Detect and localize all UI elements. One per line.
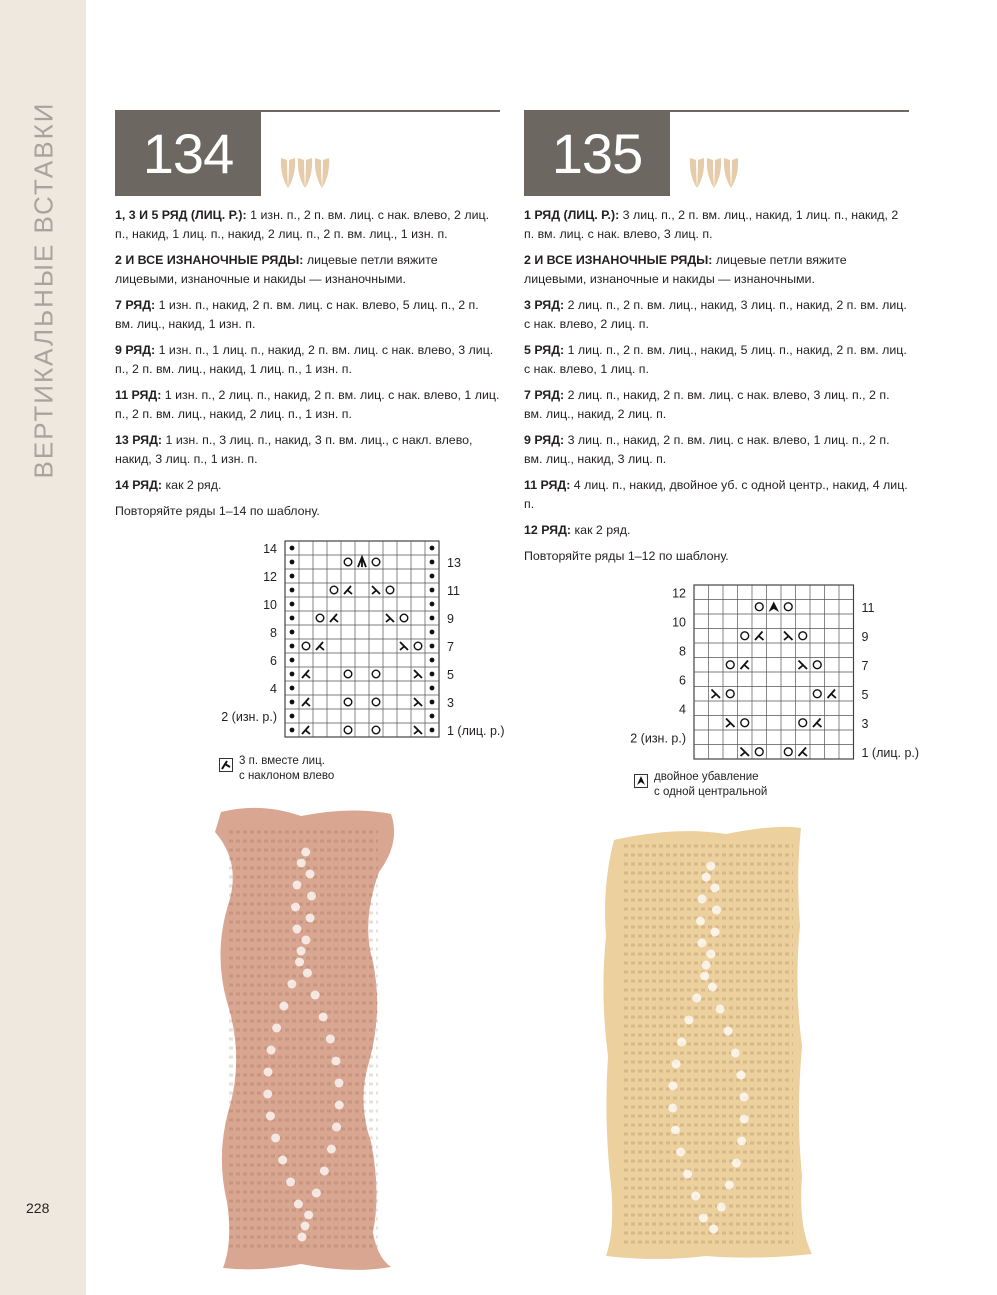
chart-grid (574, 582, 924, 762)
row-text: лицевые петли вяжите лицевыми, изнаночные и накиды — изнаночными. (115, 253, 438, 286)
lace-eyelet (286, 1178, 295, 1187)
row-instruction (115, 296, 500, 334)
lace-eyelet (740, 1115, 749, 1124)
lace-eyelet (672, 1060, 681, 1069)
purl-dot (290, 686, 295, 691)
row-text: 1 изн. п., 1 лиц. п., накид, 2 п. вм. лиц. с нак. влево, 3 лиц. п., 2 п. вм. лиц., накид, 1 лиц. п., 1 изн. п. (115, 343, 494, 376)
purl-dot (290, 602, 295, 607)
lace-eyelet (692, 994, 701, 1003)
purl-dot (430, 700, 435, 705)
swatch-fabric (215, 808, 394, 1270)
purl-dot (430, 644, 435, 649)
lace-eyelet (711, 928, 720, 937)
lace-eyelet (702, 873, 711, 882)
row-label: 9 РЯД: (524, 433, 565, 447)
lace-eyelet (294, 1200, 303, 1209)
row-label: 1, 3 И 5 РЯД (ЛИЦ. Р.): (115, 208, 247, 222)
row-number-left: 12 (672, 586, 686, 601)
row-instruction (115, 341, 500, 379)
lace-eyelet (736, 1071, 745, 1080)
lace-eyelet (326, 1035, 335, 1044)
lace-eyelet (292, 881, 301, 890)
lace-eyelet (291, 903, 300, 912)
lace-eyelet (712, 906, 721, 915)
purl-dot (430, 602, 435, 607)
lace-eyelet (320, 1167, 329, 1176)
row-text: как 2 ряд. (162, 478, 222, 492)
row-label: 11 РЯД: (115, 388, 162, 402)
purl-dot (290, 574, 295, 579)
lace-eyelet (311, 991, 320, 1000)
sidebar (0, 0, 86, 1295)
row-text: 4 лиц. п., накид, двойное уб. с одной центр., накид, 4 лиц. п. (524, 478, 908, 511)
row-number-left: 2 (изн. р.) (221, 709, 277, 724)
lace-eyelet (668, 1082, 677, 1091)
row-instruction (115, 251, 500, 289)
row-instruction (524, 296, 909, 334)
row-label: 7 РЯД: (115, 298, 156, 312)
row-text: 1 изн. п., 2 лиц. п., накид, 2 п. вм. лиц. с нак. влево, 1 лиц. п., 2 п. вм. лиц., накид, 2 лиц. п., 1 изн. п. (115, 388, 500, 421)
knit-stitch-shape (724, 158, 738, 188)
instructions (524, 206, 909, 573)
knit-stitch-shape (707, 158, 721, 188)
lace-eyelet (731, 1049, 740, 1058)
row-text: лицевые петли вяжите лицевыми, изнаночные и накиды — изнаночными. (524, 253, 847, 286)
lace-eyelet (306, 914, 315, 923)
row-label: 5 РЯД: (524, 343, 565, 357)
knitted-swatch-image (596, 816, 821, 1264)
row-number-left: 4 (679, 702, 686, 717)
three-together-left-icon (219, 758, 233, 772)
row-number-right: 11 (861, 600, 875, 615)
lace-eyelet (306, 870, 315, 879)
lace-eyelet (717, 1203, 726, 1212)
purl-dot (430, 728, 435, 733)
lace-eyelet (301, 848, 310, 857)
lace-eyelet (702, 961, 711, 970)
row-text: 1 изн. п., 2 п. вм. лиц. с нак. влево, 2 лиц. п., накид, 1 лиц. п., накид, 2 лиц. п., 2 п. вм. лиц., 1 изн. п. (115, 208, 490, 241)
row-number-right: 11 (447, 583, 460, 598)
lace-eyelet (683, 1170, 692, 1179)
purl-dot (430, 588, 435, 593)
purl-dot (290, 714, 295, 719)
row-number-right: 5 (447, 667, 454, 682)
purl-dot (430, 658, 435, 663)
row-label: 13 РЯД: (115, 433, 163, 447)
purl-dot (430, 686, 435, 691)
page-number: 228 (26, 1200, 50, 1216)
purl-dot (430, 714, 435, 719)
purl-dot (290, 616, 295, 621)
row-number-right: 5 (861, 687, 869, 702)
stitch-chart (574, 582, 924, 767)
lace-eyelet (711, 884, 720, 893)
lace-eyelet (691, 1192, 700, 1201)
row-instruction (524, 386, 909, 424)
row-number-left: 14 (263, 541, 277, 556)
row-text: как 2 ряд. (571, 523, 631, 537)
lace-eyelet (737, 1137, 746, 1146)
purl-dot (290, 644, 295, 649)
row-instruction (524, 476, 909, 514)
row-instruction (524, 341, 909, 379)
three-knit-stitches-icon (689, 154, 739, 192)
lace-eyelet (708, 983, 717, 992)
row-label: 12 РЯД: (524, 523, 572, 537)
row-number-right: 7 (447, 639, 454, 654)
row-instruction (524, 521, 909, 540)
row-text: 1 изн. п., накид, 2 п. вм. лиц. с нак. влево, 5 лиц. п., 2 п. вм. лиц., накид, 1 изн. п. (115, 298, 479, 331)
lace-eyelet (697, 939, 706, 948)
row-label: 9 РЯД: (115, 343, 156, 357)
row-instruction (524, 206, 909, 244)
row-text: 1 изн. п., 3 лиц. п., накид, 3 п. вм. лиц., с накл. влево, накид, 3 лиц. п., 1 изн. п. (115, 433, 473, 466)
lace-eyelet (297, 947, 306, 956)
row-text: 1 лиц. п., 2 п. вм. лиц., накид, 5 лиц. п., накид, 2 п. вм. лиц. с нак. влево, 1 лиц. п. (524, 343, 907, 376)
row-number-left: 6 (679, 673, 686, 688)
purl-dot (290, 630, 295, 635)
lace-eyelet (292, 925, 301, 934)
knit-stitch-shape (690, 158, 704, 188)
row-number-left: 12 (263, 569, 277, 584)
pattern-number: 134 (115, 112, 261, 196)
lace-eyelet (684, 1016, 693, 1025)
lace-eyelet (699, 1214, 708, 1223)
row-text: 2 лиц. п., 2 п. вм. лиц., накид, 3 лиц. п., накид, 2 п. вм. лиц. с нак. влево, 2 лиц. п. (524, 298, 907, 331)
legend-text: двойное убавление с одной центральной (654, 771, 768, 798)
row-number-right: 9 (447, 611, 454, 626)
section-title: ВЕРТИКАЛЬНЫЕ ВСТАВКИ (28, 101, 59, 479)
lace-eyelet (271, 1134, 280, 1143)
lace-eyelet (307, 892, 316, 901)
lace-eyelet (278, 1156, 287, 1165)
row-text: 2 лиц. п., накид, 2 п. вм. лиц. с нак. влево, 3 лиц. п., 2 п. вм. лиц., накид, 2 лиц. п. (524, 388, 890, 421)
row-text: 3 лиц. п., накид, 2 п. вм. лиц. с нак. влево, 1 лиц. п., 2 п. вм. лиц., накид, 3 лиц. п. (524, 433, 890, 466)
lace-eyelet (725, 1181, 734, 1190)
lace-eyelet (301, 936, 310, 945)
row-label: 11 РЯД: (524, 478, 571, 492)
lace-eyelet (668, 1104, 677, 1113)
purl-dot (430, 574, 435, 579)
double-decrease-icon (634, 774, 648, 788)
lace-eyelet (700, 972, 709, 981)
lace-eyelet (297, 859, 306, 868)
lace-eyelet (263, 1068, 272, 1077)
lace-eyelet (312, 1189, 321, 1198)
lace-eyelet (279, 1002, 288, 1011)
lace-eyelet (671, 1126, 680, 1135)
lace-eyelet (319, 1013, 328, 1022)
row-instruction (115, 431, 500, 469)
stitch-chart (155, 538, 509, 745)
purl-dot (290, 728, 295, 733)
purl-dot (430, 672, 435, 677)
lace-eyelet (676, 1148, 685, 1157)
row-instruction (115, 476, 500, 495)
lace-eyelet (677, 1038, 686, 1047)
lace-eyelet (706, 950, 715, 959)
pattern-number: 135 (524, 112, 670, 196)
repeat-note: Повторяйте ряды 1–12 по шаблону. (524, 549, 729, 563)
lace-eyelet (301, 1222, 310, 1231)
purl-dot (290, 560, 295, 565)
lace-eyelet (263, 1090, 272, 1099)
row-number-left: 8 (679, 644, 686, 659)
row-label: 7 РЯД: (524, 388, 565, 402)
lace-eyelet (732, 1159, 741, 1168)
row-label: 1 РЯД (ЛИЦ. Р.): (524, 208, 620, 222)
lace-eyelet (267, 1046, 276, 1055)
lace-eyelet (696, 917, 705, 926)
three-knit-stitches-icon (280, 154, 330, 192)
purl-dot (430, 630, 435, 635)
row-number-right: 13 (447, 555, 461, 570)
purl-dot (290, 658, 295, 663)
lace-eyelet (287, 980, 296, 989)
row-instruction (524, 251, 909, 289)
lace-eyelet (272, 1024, 281, 1033)
row-instruction (115, 206, 500, 244)
lace-eyelet (332, 1123, 341, 1132)
row-number-left: 6 (270, 653, 277, 668)
lace-eyelet (709, 1225, 718, 1234)
purl-dot (430, 616, 435, 621)
lace-eyelet (304, 1211, 313, 1220)
lace-eyelet (266, 1112, 275, 1121)
lace-eyelet (295, 958, 304, 967)
row-number-left: 10 (672, 615, 686, 630)
row-label: 2 И ВСЕ ИЗНАНОЧНЫЕ РЯДЫ: (115, 253, 304, 267)
row-number-right: 7 (861, 658, 869, 673)
lace-eyelet (331, 1057, 340, 1066)
row-label: 14 РЯД: (115, 478, 163, 492)
row-number-right: 1 (лиц. р.) (447, 723, 505, 738)
knit-stitch-shape (298, 158, 312, 188)
purl-dot (290, 588, 295, 593)
purl-dot (290, 700, 295, 705)
row-number-left: 4 (270, 681, 277, 696)
purl-dot (290, 672, 295, 677)
row-instruction (115, 386, 500, 424)
instructions (115, 206, 500, 528)
lace-eyelet (716, 1005, 725, 1014)
knitted-swatch-image (201, 802, 406, 1275)
row-number-left: 8 (270, 625, 277, 640)
chart-grid (155, 538, 509, 740)
row-number-right: 9 (861, 629, 869, 644)
row-number-right: 1 (лиц. р.) (861, 745, 920, 760)
lace-eyelet (327, 1145, 336, 1154)
row-label: 2 И ВСЕ ИЗНАНОЧНЫЕ РЯДЫ: (524, 253, 713, 267)
row-number-right: 3 (447, 695, 454, 710)
repeat-note: Повторяйте ряды 1–14 по шаблону. (115, 504, 320, 518)
knit-stitch-shape (315, 158, 329, 188)
purl-dot (430, 546, 435, 551)
knit-stitch-shape (281, 158, 295, 188)
row-instruction (524, 431, 909, 469)
purl-dot (430, 560, 435, 565)
row-number-left: 10 (263, 597, 277, 612)
row-text: 3 лиц. п., 2 п. вм. лиц., накид, 1 лиц. п., накид, 2 п. вм. лиц. с нак. влево, 3 лиц. п. (524, 208, 899, 241)
row-number-left: 2 (изн. р.) (630, 731, 686, 746)
lace-eyelet (740, 1093, 749, 1102)
lace-eyelet (706, 862, 715, 871)
lace-eyelet (724, 1027, 733, 1036)
row-label: 3 РЯД: (524, 298, 565, 312)
lace-eyelet (335, 1101, 344, 1110)
lace-eyelet (303, 969, 312, 978)
lace-eyelet (297, 1233, 306, 1242)
lace-eyelet (697, 895, 706, 904)
legend-text: 3 п. вместе лиц. с наклоном влево (239, 755, 335, 782)
lace-eyelet (335, 1079, 344, 1088)
row-number-right: 3 (861, 716, 869, 731)
purl-dot (290, 546, 295, 551)
